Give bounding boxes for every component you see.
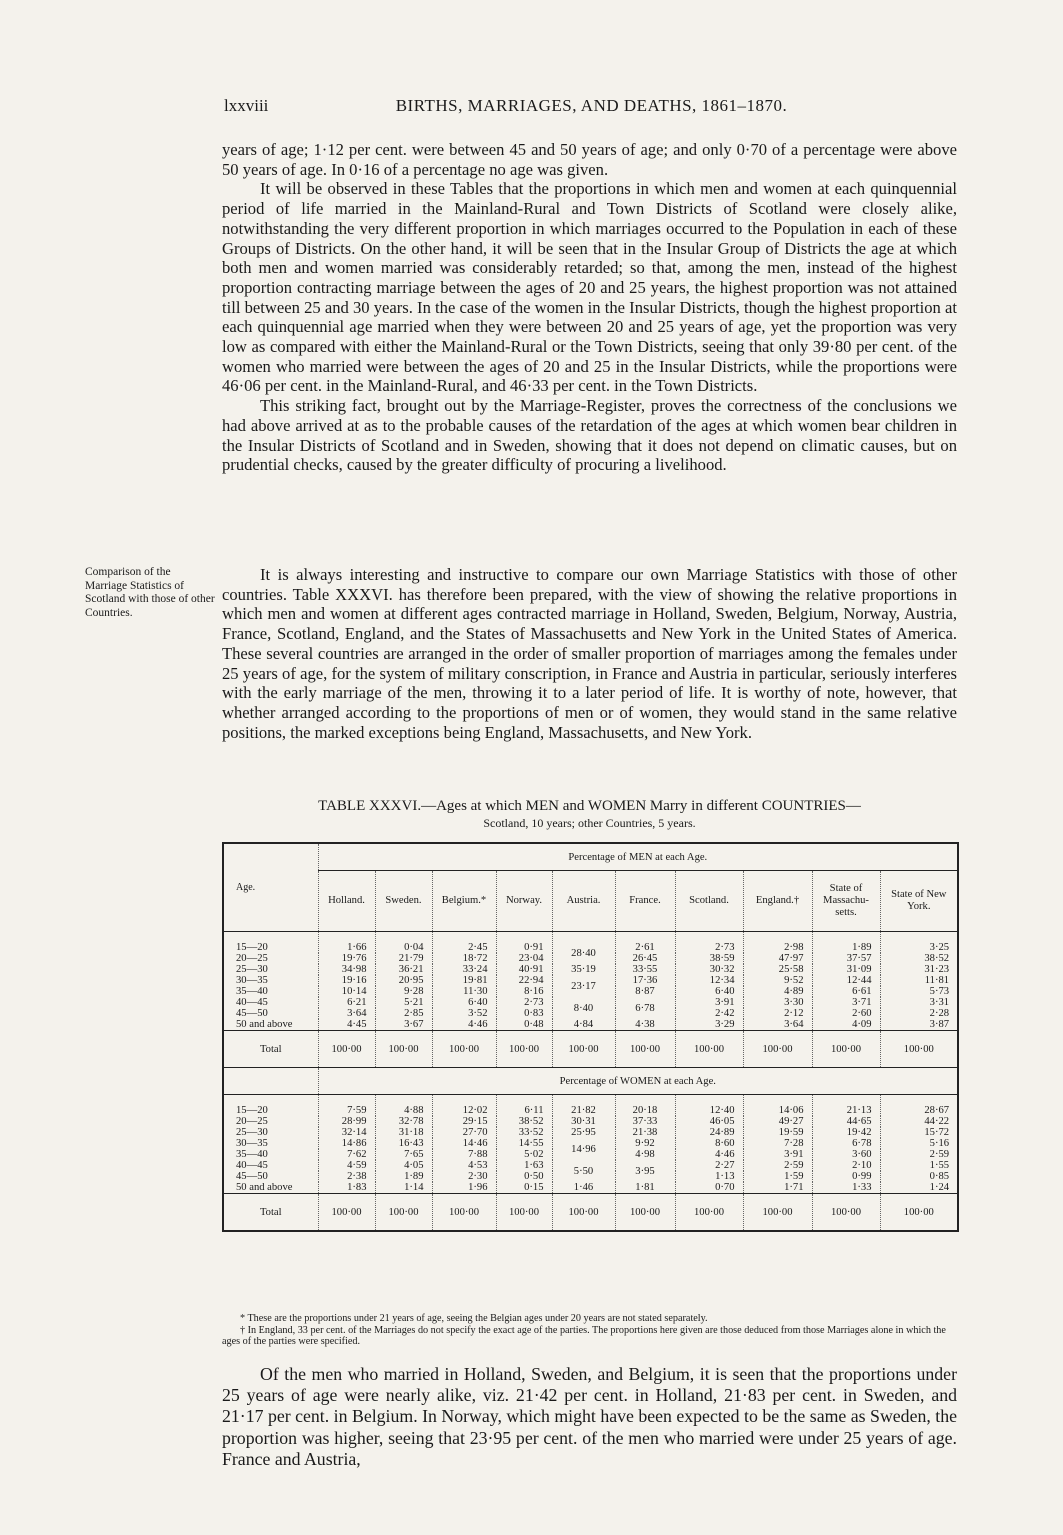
value-cell: 3·30 [743,997,812,1008]
value-cell: 2·85 [375,1008,432,1019]
value-cell: 6·40 [432,997,496,1008]
value-cell: 3·52 [432,1008,496,1019]
value-cell: 1·24 [880,1182,958,1194]
value-cell: 24·89 [675,1127,743,1138]
value-cell: 23·04 [496,953,552,964]
value-cell: 46·05 [675,1116,743,1127]
table-caption-line2: Scotland, 10 years; other Countries, 5 years. [483,816,696,830]
value-cell: 6·61 [812,986,880,997]
value-cell: 3·95 [615,1160,675,1182]
value-cell: 32·14 [318,1127,375,1138]
value-cell: 7·65 [375,1149,432,1160]
paragraph: It will be observed in these Tables that the proportions in which men and women at each quinquennial period of life married in the Mainland-Rural and Town Districts of Scotland were closely alike, notwithstanding the very different proportion in which marriages occurred to the Population in each of these Groups of Districts. On the other hand, it will be seen that in the Insular Group of Districts the age at which both men and women married was considerably retarded; so that, among the men, instead of the highest proportion contracting marriage between the ages of 20 and 25 years, the highest proportion was not attained till between 25 and 30 years. In the case of the women in the Insular Districts, though the highest proportion at each quinquennial age married when they were between 20 and 25 years of age, yet the proportion was very low as compared with either the Mainland-Rural or the Town Districts, seeing that only 39·80 per cent. of the women who married were between the ages of 20 and 25 in the Insular Districts, while the proportions were 46·06 per cent. in the Mainland-Rural, and 46·33 per cent. in the Town Districts. [222,179,957,396]
value-cell: 1·13 [675,1171,743,1182]
age-label: 25—30 [236,964,268,975]
value-cell: 7·88 [432,1149,496,1160]
value-cell: 4·05 [375,1160,432,1171]
value-cell: 4·53 [432,1160,496,1171]
age-label: 40—45 [236,1160,268,1171]
age-label: 45—50 [236,1008,268,1019]
value-cell: 1·55 [880,1160,958,1171]
age-label: 15—20 [236,1105,268,1116]
value-cell: 29·15 [432,1116,496,1127]
value-cell: 0·15 [496,1182,552,1194]
value-cell: 21·13 [812,1095,880,1117]
data-row [223,1182,958,1194]
page-number: lxxviii [224,96,269,115]
value-cell: 17·36 [615,975,675,986]
data-row [223,997,958,1008]
value-cell: 5·50 [552,1160,615,1182]
value-cell: 1·71 [743,1182,812,1194]
value-cell: 38·52 [496,1116,552,1127]
value-cell: 3·87 [880,1019,958,1031]
page-header [224,96,959,118]
value-cell: 19·76 [318,953,375,964]
value-cell: 14·46 [432,1138,496,1149]
total-cell: 100·00 [496,1194,552,1232]
value-cell: 15·72 [880,1127,958,1138]
value-cell: 3·91 [743,1149,812,1160]
value-cell: 9·52 [743,975,812,986]
value-cell: 4·38 [615,1019,675,1031]
section-header-row [223,1068,958,1095]
age-label: 50 and above [236,1019,293,1030]
value-cell: 38·59 [675,953,743,964]
value-cell: 3·31 [880,997,958,1008]
blank-cell [223,1068,318,1095]
value-cell: 2·73 [496,997,552,1008]
value-cell: 1·89 [375,1171,432,1182]
body-text-bottom [222,1364,957,1470]
value-cell: 1·83 [318,1182,375,1194]
age-label: 50 and above [236,1182,293,1193]
value-cell: 4·46 [675,1149,743,1160]
value-cell: 4·46 [432,1019,496,1031]
value-cell: 44·65 [812,1116,880,1127]
value-cell: 11·81 [880,975,958,986]
column-header-4: Austria. [552,871,615,932]
data-row [223,1127,958,1138]
table-footnotes [222,1313,957,1348]
value-cell: 33·52 [496,1127,552,1138]
value-cell: 14·96 [552,1138,615,1160]
value-cell: 19·42 [812,1127,880,1138]
total-cell: 100·00 [812,1031,880,1068]
total-cell: 100·00 [552,1194,615,1232]
value-cell: 14·55 [496,1138,552,1149]
age-label: 25—30 [236,1127,268,1138]
value-cell: 4·89 [743,986,812,997]
value-cell: 1·96 [432,1182,496,1194]
value-cell: 3·91 [675,997,743,1008]
value-cell: 12·34 [675,975,743,986]
column-header-6: Scotland. [675,871,743,932]
total-cell: 100·00 [496,1031,552,1068]
value-cell: 10·14 [318,986,375,997]
value-cell: 2·59 [743,1160,812,1171]
value-cell: 35·19 [552,964,615,975]
column-header-3: Norway. [496,871,552,932]
value-cell: 6·11 [496,1095,552,1117]
value-cell: 4·45 [318,1019,375,1031]
value-cell: 20·95 [375,975,432,986]
value-cell: 32·78 [375,1116,432,1127]
value-cell: 9·28 [375,986,432,997]
value-cell: 2·12 [743,1008,812,1019]
section-header: Percentage of MEN at each Age. [318,843,958,871]
value-cell: 8·40 [552,997,615,1019]
total-label: Total [259,1043,282,1055]
value-cell: 1·46 [552,1182,615,1194]
value-cell: 2·10 [812,1160,880,1171]
value-cell: 0·50 [496,1171,552,1182]
value-cell: 3·67 [375,1019,432,1031]
data-row [223,1019,958,1031]
value-cell: 26·45 [615,953,675,964]
data-row [223,1160,958,1171]
running-title: BIRTHS, MARRIAGES, AND DEATHS, 1861–1870. [395,96,788,115]
value-cell: 14·06 [743,1095,812,1117]
total-cell: 100·00 [675,1194,743,1232]
section-header: Percentage of WOMEN at each Age. [318,1068,958,1095]
value-cell: 2·42 [675,1008,743,1019]
total-cell: 100·00 [615,1031,675,1068]
value-cell: 28·67 [880,1095,958,1117]
value-cell: 6·78 [615,997,675,1019]
value-cell: 36·21 [375,964,432,975]
value-cell: 21·82 [552,1095,615,1117]
value-cell: 4·09 [812,1019,880,1031]
data-row [223,1116,958,1127]
value-cell: 25·58 [743,964,812,975]
value-cell: 8·16 [496,986,552,997]
value-cell: 0·99 [812,1171,880,1182]
value-cell: 44·22 [880,1116,958,1127]
value-cell: 6·78 [812,1138,880,1149]
value-cell: 31·09 [812,964,880,975]
age-label: 20—25 [236,1116,268,1127]
value-cell: 2·28 [880,1008,958,1019]
data-row [223,1095,958,1117]
age-label: 20—25 [236,953,268,964]
value-cell: 19·81 [432,975,496,986]
value-cell: 33·55 [615,964,675,975]
value-cell: 20·18 [615,1095,675,1117]
value-cell: 8·87 [615,986,675,997]
value-cell: 9·92 [615,1138,675,1149]
value-cell: 3·29 [675,1019,743,1031]
value-cell: 31·23 [880,964,958,975]
value-cell: 6·21 [318,997,375,1008]
value-cell: 5·16 [880,1138,958,1149]
total-cell: 100·00 [432,1031,496,1068]
data-row [223,964,958,975]
column-header-7: England.† [743,871,812,932]
paragraph: This striking fact, brought out by the Marriage-Register, proves the correctness of the conclusions we had above arrived at as to the probable causes of the retardation of the ages at which women bear children in the Insular Districts of Scotland and in Sweden, showing that it does not depend on climatic causes, but on prudential checks, caused by the greater difficulty of procuring a livelihood. [222,396,957,475]
value-cell: 8·60 [675,1138,743,1149]
value-cell: 4·88 [375,1095,432,1117]
value-cell: 0·91 [496,932,552,954]
column-header-row [223,871,958,932]
age-label: 40—45 [236,997,268,1008]
total-cell: 100·00 [432,1194,496,1232]
age-label: 45—50 [236,1171,268,1182]
value-cell: 22·94 [496,975,552,986]
value-cell: 38·52 [880,953,958,964]
total-cell: 100·00 [375,1031,432,1068]
value-cell: 11·30 [432,986,496,997]
value-cell: 16·43 [375,1138,432,1149]
value-cell: 3·64 [318,1008,375,1019]
value-cell: 0·48 [496,1019,552,1031]
column-header-9: State of New York. [880,871,958,932]
footnote: * These are the proportions under 21 years of age, seeing the Belgian ages under 20 years are not stated separately. [240,1313,708,1324]
value-cell: 2·38 [318,1171,375,1182]
value-cell: 2·30 [432,1171,496,1182]
value-cell: 1·81 [615,1182,675,1194]
body-text-top [222,140,957,475]
value-cell: 5·21 [375,997,432,1008]
table-body [223,843,958,1231]
value-cell: 7·28 [743,1138,812,1149]
total-cell: 100·00 [318,1031,375,1068]
paragraph: Of the men who married in Holland, Sweden, and Belgium, it is seen that the proportions under 25 years of age were nearly alike, viz. 21·42 per cent. in Holland, 21·83 per cent. in Sweden, and 21·17 per cent. in Belgium. In Norway, which might have been expected to be the same as Sweden, the proportion was higher, seeing that 23·95 per cent. of the men who married were under 25 years of age. France and Austria, [222,1364,957,1469]
value-cell: 3·71 [812,997,880,1008]
value-cell: 18·72 [432,953,496,964]
value-cell: 49·27 [743,1116,812,1127]
value-cell: 3·64 [743,1019,812,1031]
value-cell: 23·17 [552,975,615,997]
value-cell: 28·99 [318,1116,375,1127]
value-cell: 12·02 [432,1095,496,1117]
value-cell: 25·95 [552,1127,615,1138]
value-cell: 4·59 [318,1160,375,1171]
value-cell: 2·61 [615,932,675,954]
column-header-1: Sweden. [375,871,432,932]
value-cell: 1·63 [496,1160,552,1171]
age-label: 35—40 [236,1149,268,1160]
total-cell: 100·00 [375,1194,432,1232]
data-row [223,975,958,986]
total-cell: 100·00 [318,1194,375,1232]
section-header-row [223,843,958,871]
value-cell: 14·86 [318,1138,375,1149]
value-cell: 12·40 [675,1095,743,1117]
value-cell: 30·32 [675,964,743,975]
value-cell: 21·79 [375,953,432,964]
total-cell: 100·00 [615,1194,675,1232]
column-header-0: Holland. [318,871,375,932]
value-cell: 7·59 [318,1095,375,1117]
total-row [223,1194,958,1232]
marriage-age-table [222,842,959,1232]
value-cell: 19·16 [318,975,375,986]
value-cell: 1·14 [375,1182,432,1194]
value-cell: 37·33 [615,1116,675,1127]
value-cell: 0·83 [496,1008,552,1019]
footnote: † In England, 33 per cent. of the Marriages do not specify the exact age of the parties. The proportions here given are those deduced from those Marriages alone in which the ages of the parties were specified. [222,1324,946,1348]
value-cell: 0·04 [375,932,432,954]
age-label: 35—40 [236,986,268,997]
value-cell: 40·91 [496,964,552,975]
value-cell: 2·73 [675,932,743,954]
value-cell: 21·38 [615,1127,675,1138]
data-row [223,1138,958,1149]
column-header-2: Belgium.* [432,871,496,932]
age-label: 30—35 [236,975,268,986]
value-cell: 2·27 [675,1160,743,1171]
value-cell: 1·33 [812,1182,880,1194]
value-cell: 1·59 [743,1171,812,1182]
value-cell: 28·40 [552,932,615,965]
value-cell: 27·70 [432,1127,496,1138]
body-text-mid [222,565,957,742]
age-label: 30—35 [236,1138,268,1149]
total-cell: 100·00 [552,1031,615,1068]
total-row [223,1031,958,1068]
total-cell: 100·00 [675,1031,743,1068]
column-header-8: State of Massachu-setts. [812,871,880,932]
value-cell: 47·97 [743,953,812,964]
column-header-5: France. [615,871,675,932]
value-cell: 7·62 [318,1149,375,1160]
value-cell: 2·45 [432,932,496,954]
value-cell: 0·70 [675,1182,743,1194]
value-cell: 3·25 [880,932,958,954]
total-cell: 100·00 [880,1194,958,1232]
value-cell: 5·02 [496,1149,552,1160]
value-cell: 1·89 [812,932,880,954]
margin-note: Comparison of the Marriage Statistics of Scotland with those of other Countries. [85,566,215,619]
value-cell: 33·24 [432,964,496,975]
paragraph: years of age; 1·12 per cent. were between 45 and 50 years of age; and only 0·70 of a percentage were above 50 years of age. In 0·16 of a percentage no age was given. [222,140,957,179]
value-cell: 19·59 [743,1127,812,1138]
total-cell: 100·00 [743,1031,812,1068]
value-cell: 31·18 [375,1127,432,1138]
value-cell: 5·73 [880,986,958,997]
value-cell: 4·98 [615,1149,675,1160]
value-cell: 34·98 [318,964,375,975]
table-caption [222,798,957,832]
age-label: 15—20 [236,942,268,953]
value-cell: 4·84 [552,1019,615,1031]
value-cell: 3·60 [812,1149,880,1160]
data-row [223,932,958,954]
value-cell: 12·44 [812,975,880,986]
value-cell: 1·66 [318,932,375,954]
table-caption-line1: TABLE XXXVI.—Ages at which MEN and WOMEN Marry in different COUNTRIES— [318,798,861,814]
value-cell: 6·40 [675,986,743,997]
value-cell: 30·31 [552,1116,615,1127]
value-cell: 37·57 [812,953,880,964]
value-cell: 0·85 [880,1171,958,1182]
total-cell: 100·00 [880,1031,958,1068]
value-cell: 2·59 [880,1149,958,1160]
total-cell: 100·00 [743,1194,812,1232]
value-cell: 2·60 [812,1008,880,1019]
value-cell: 2·98 [743,932,812,954]
age-column-header: Age. [236,882,256,893]
paragraph: It is always interesting and instructive to compare our own Marriage Statistics with those of other countries. Table XXXVI. has therefore been prepared, with the view of showing the relative proportions in which men and women at different ages contracted marriage in Holland, Sweden, Belgium, Norway, Austria, France, Scotland, England, and the States of Massachusetts and New York in the United States of America. These several countries are arranged in the order of smaller proportion of marriages among the females under 25 years of age, for the system of military conscription, in France and Austria in particular, seriously interferes with the early marriage of the men, throwing it to a later period of life. It is worthy of note, however, that whether arranged according to the proportions of men or of women, they would stand in the same relative positions, the marked exceptions being England, Massachusetts, and New York. [222,565,957,742]
total-cell: 100·00 [812,1194,880,1232]
total-label: Total [259,1206,282,1218]
